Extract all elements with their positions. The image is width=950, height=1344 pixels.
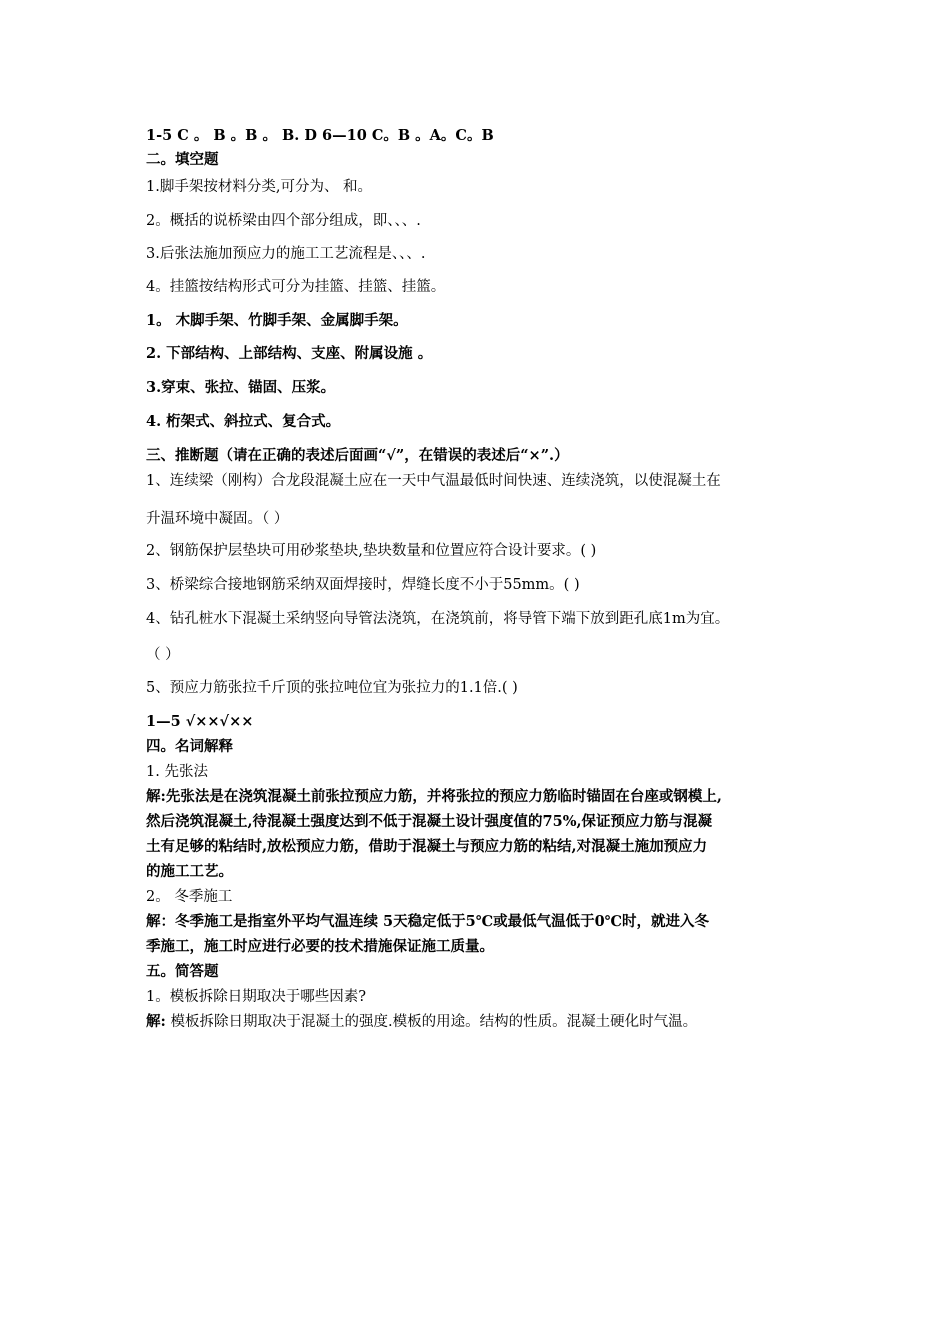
judgment-answers: 1—5 √××√×× bbox=[146, 713, 254, 730]
fill-blank-answer-2: 2. 下部结构、上部结构、支座、附属设施 。 bbox=[146, 345, 433, 362]
fill-blank-answer-4: 4. 桁架式、斜拉式、复合式。 bbox=[146, 413, 341, 430]
term-1-answer-line-4: 的施工工艺。 bbox=[146, 863, 233, 880]
terms-heading: 四。名词解释 bbox=[146, 738, 233, 755]
fill-blank-answer-1: 1。 木脚手架、竹脚手架、金属脚手架。 bbox=[146, 312, 408, 329]
judgment-heading: 三、推断题（请在正确的表述后面画“√”，在错误的表述后“×”.） bbox=[146, 447, 569, 464]
term-1-answer-line-3: 土有足够的粘结时,放松预应力筋，借助于混凝土与预应力筋的粘结,对混凝土施加预应力 bbox=[146, 838, 708, 855]
fill-blank-heading: 二。填空题 bbox=[146, 151, 219, 168]
short-answer-answer-body: 模板拆除日期取决于混凝土的强度.模板的用途。结构的性质。混凝土硬化时气温。 bbox=[165, 1014, 698, 1030]
short-answer-answer-prefix: 解: bbox=[146, 1013, 166, 1030]
fill-blank-question-1: 1.脚手架按材料分类,可分为、 和。 bbox=[146, 179, 373, 195]
term-1-answer-line-1: 解:先张法是在浇筑混凝土前张拉预应力筋，并将张拉的预应力筋临时锚固在台座或钢模上, bbox=[146, 788, 722, 805]
term-2-answer-line-2: 季施工，施工时应进行必要的技术措施保证施工质量。 bbox=[146, 938, 494, 955]
judgment-question-1-continued: 升温环境中凝固。（ ） bbox=[146, 511, 289, 527]
fill-blank-question-3: 3.后张法施加预应力的施工工艺流程是、、、. bbox=[146, 246, 426, 262]
multiple-choice-answers: 1-5 C 。 B 。B 。 B. D 6—10 C。B 。A。C。B bbox=[146, 127, 494, 144]
term-1-answer-line-2: 然后浇筑混凝土,待混凝土强度达到不低于混凝土设计强度值的75%,保证预应力筋与混凝 bbox=[146, 813, 713, 830]
judgment-question-5: 5、预应力筋张拉千斤顶的张拉吨位宜为张拉力的1.1倍.( ) bbox=[146, 680, 518, 696]
fill-blank-question-2: 2。概括的说桥梁由四个部分组成，即、、、. bbox=[146, 213, 421, 229]
judgment-question-1: 1、连续梁（刚构）合龙段混凝土应在一天中气温最低时间快速、连续浇筑，以使混凝土在 bbox=[146, 473, 721, 489]
term-2-answer-line-1: 解：冬季施工是指室外平均气温连续 5天稳定低于5℃或最低气温低于0℃时，就进入冬 bbox=[146, 913, 710, 930]
short-answer-question-1: 1。模板拆除日期取决于哪些因素? bbox=[146, 989, 366, 1005]
judgment-question-2: 2、钢筋保护层垫块可用砂浆垫块,垫块数量和位置应符合设计要求。( ) bbox=[146, 543, 597, 559]
short-answer-heading: 五。简答题 bbox=[146, 963, 219, 980]
term-1-title: 1. 先张法 bbox=[146, 764, 208, 780]
judgment-question-4: 4、钻孔桩水下混凝土采纳竖向导管法浇筑，在浇筑前，将导管下端下放到距孔底1m为宜。 bbox=[146, 611, 730, 627]
fill-blank-question-4: 4。挂篮按结构形式可分为挂篮、挂篮、挂篮。 bbox=[146, 279, 446, 295]
judgment-question-3: 3、桥梁综合接地钢筋采纳双面焊接时，焊缝长度不小于55mm。( ) bbox=[146, 577, 580, 593]
judgment-question-4-continued: （ ） bbox=[146, 647, 180, 663]
short-answer-answer-1 bbox=[146, 1012, 697, 1032]
fill-blank-answer-3: 3.穿束、张拉、锚固、压浆。 bbox=[146, 379, 336, 396]
term-2-title: 2。 冬季施工 bbox=[146, 889, 233, 905]
